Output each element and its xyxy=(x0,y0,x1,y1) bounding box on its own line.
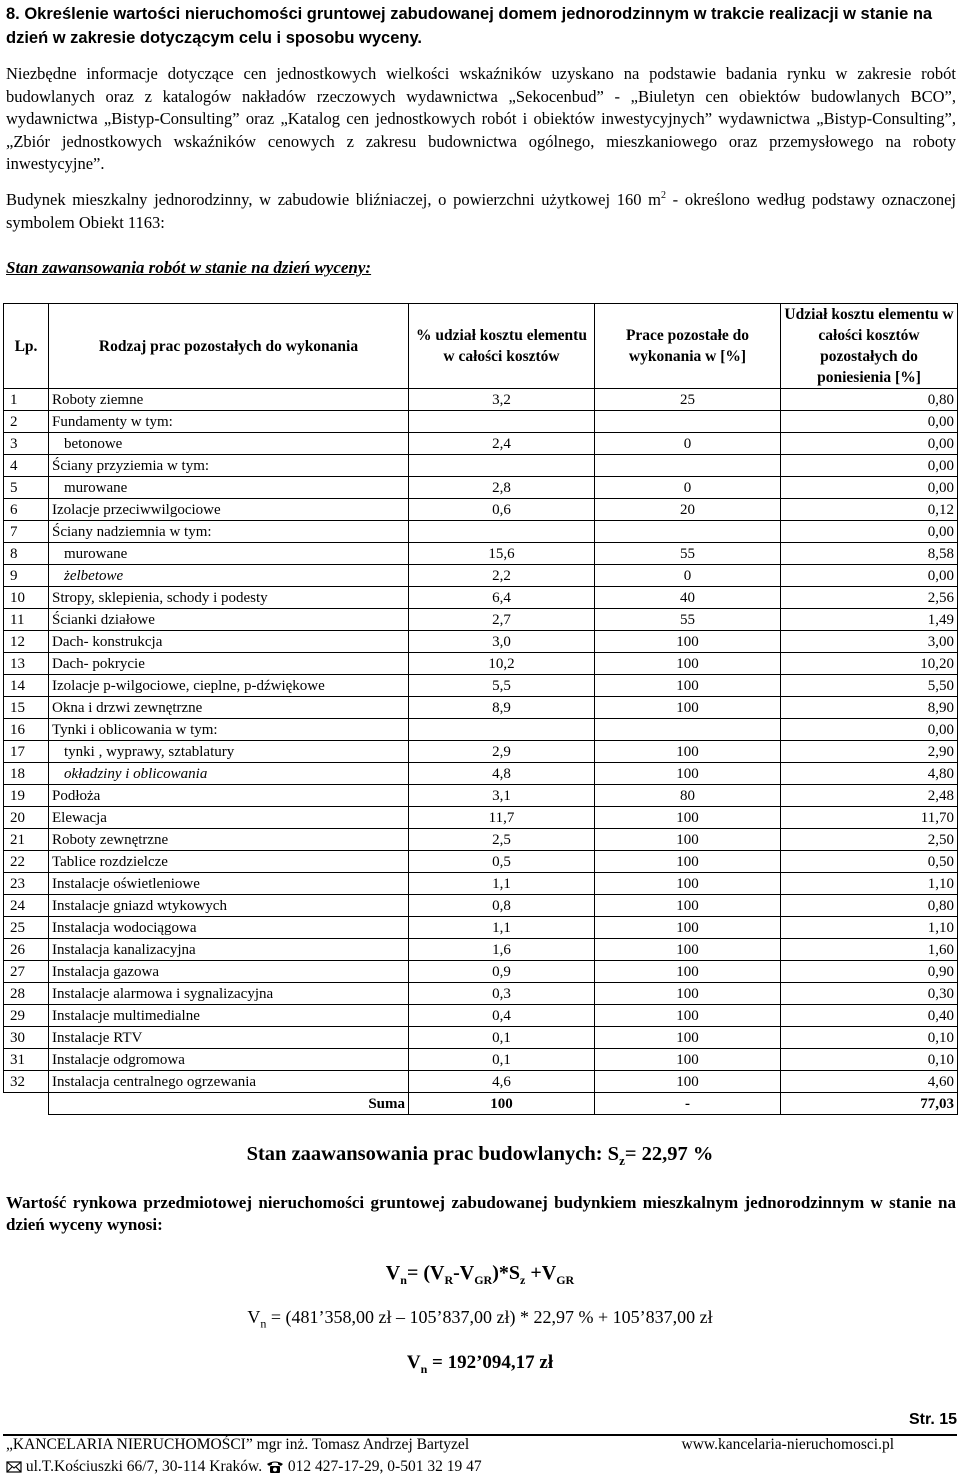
row-share: 0,3 xyxy=(409,983,595,1005)
row-name-text: Ściany przyziemia w tym: xyxy=(52,457,210,474)
row-name-text: Instalacje multimedialne xyxy=(52,1007,200,1024)
row-share: 5,5 xyxy=(409,675,595,697)
row-cost: 8,90 xyxy=(781,697,958,719)
row-share: 0,4 xyxy=(409,1005,595,1027)
row-name xyxy=(49,917,409,939)
table-row xyxy=(4,477,958,499)
stan-summary-text: Stan zaawansowania prac budowlanych: S xyxy=(246,1143,620,1165)
row-name xyxy=(49,785,409,807)
row-cost: 0,50 xyxy=(781,851,958,873)
footer-office-line xyxy=(6,1436,954,1454)
footer-phone: 012 427-17-29, 0-501 32 19 47 xyxy=(287,1458,482,1475)
row-name xyxy=(49,631,409,653)
row-lp: 10 xyxy=(4,587,49,609)
row-lp: 2 xyxy=(4,411,49,433)
row-name-text: okładziny i oblicowania xyxy=(64,765,208,782)
row-name xyxy=(49,719,409,741)
row-share: 2,7 xyxy=(409,609,595,631)
row-remaining: 0 xyxy=(595,433,781,455)
row-lp: 25 xyxy=(4,917,49,939)
row-share xyxy=(409,719,595,741)
footer-office: „KANCELARIA NIERUCHOMOŚCI” mgr inż. Tomasz Andrzej Bartyzel xyxy=(6,1436,470,1453)
row-name xyxy=(49,807,409,829)
row-name-text: Instalacje odgromowa xyxy=(52,1051,185,1068)
table-row xyxy=(4,895,958,917)
table-row xyxy=(4,719,958,741)
row-lp: 24 xyxy=(4,895,49,917)
row-share: 1,1 xyxy=(409,917,595,939)
stan-title: Stan zawansowania robót w stanie na dzień wyceny: xyxy=(6,258,372,277)
row-lp: 12 xyxy=(4,631,49,653)
row-cost: 0,12 xyxy=(781,499,958,521)
row-lp: 18 xyxy=(4,763,49,785)
row-name xyxy=(49,939,409,961)
row-name-text: Instalacja wodociągowa xyxy=(52,919,197,936)
row-lp: 29 xyxy=(4,1005,49,1027)
row-name-text: Stropy, sklepienia, schody i podesty xyxy=(52,589,268,606)
row-remaining: 100 xyxy=(595,653,781,675)
row-cost: 1,10 xyxy=(781,917,958,939)
row-name-text: tynki , wyprawy, sztablatury xyxy=(64,743,235,760)
row-name xyxy=(49,983,409,1005)
row-share: 6,4 xyxy=(409,587,595,609)
row-share: 4,6 xyxy=(409,1071,595,1093)
row-name-text: murowane xyxy=(64,545,128,562)
row-name xyxy=(49,1071,409,1093)
row-lp: 8 xyxy=(4,543,49,565)
sum-label: Suma xyxy=(49,1093,409,1115)
row-name-text: Izolacje przeciwwilgociowe xyxy=(52,501,221,518)
row-cost: 1,49 xyxy=(781,609,958,631)
table-row xyxy=(4,653,958,675)
row-share: 0,1 xyxy=(409,1049,595,1071)
row-lp: 21 xyxy=(4,829,49,851)
table-row xyxy=(4,697,958,719)
building-text-end: - określono według podstawy oznaczonej symbolem Obiekt 1163: xyxy=(6,190,956,232)
page-number: Str. 15 xyxy=(908,1411,957,1428)
phone-icon xyxy=(266,1460,284,1479)
row-name-text: Okna i drzwi zewnętrzne xyxy=(52,699,203,716)
row-lp: 30 xyxy=(4,1027,49,1049)
row-remaining xyxy=(595,521,781,543)
row-cost: 4,80 xyxy=(781,763,958,785)
works-table xyxy=(3,303,958,1115)
row-remaining: 20 xyxy=(595,499,781,521)
row-name-text: Ścianki działowe xyxy=(52,611,155,628)
row-remaining: 100 xyxy=(595,741,781,763)
row-cost: 4,60 xyxy=(781,1071,958,1093)
row-name xyxy=(49,543,409,565)
table-row xyxy=(4,807,958,829)
table-row xyxy=(4,763,958,785)
row-share: 0,1 xyxy=(409,1027,595,1049)
row-lp: 28 xyxy=(4,983,49,1005)
table-row xyxy=(4,521,958,543)
row-name-text: Instalacje alarmowa i sygnalizacyjna xyxy=(52,985,274,1002)
row-share: 1,6 xyxy=(409,939,595,961)
row-name xyxy=(49,1027,409,1049)
row-remaining: 100 xyxy=(595,939,781,961)
row-name xyxy=(49,675,409,697)
row-lp: 27 xyxy=(4,961,49,983)
row-remaining: 0 xyxy=(595,477,781,499)
row-share: 4,8 xyxy=(409,763,595,785)
section-heading: 8. Określenie wartości nieruchomości gruntowej zabudowanej domem jednorodzinnym w trakcie realizacji w stanie na dzień w zakresie dotyczącym celu i sposobu wyceny. xyxy=(6,5,933,47)
row-share: 1,1 xyxy=(409,873,595,895)
row-cost: 10,20 xyxy=(781,653,958,675)
table-row xyxy=(4,829,958,851)
row-cost: 0,10 xyxy=(781,1027,958,1049)
table-row xyxy=(4,543,958,565)
table-row xyxy=(4,983,958,1005)
row-lp: 26 xyxy=(4,939,49,961)
stan-summary-value: = 22,97 % xyxy=(624,1143,714,1165)
table-row xyxy=(4,1027,958,1049)
row-name-text: Roboty zewnętrzne xyxy=(52,831,169,848)
row-share: 0,6 xyxy=(409,499,595,521)
row-name-text: Tynki i oblicowania w tym: xyxy=(52,721,218,738)
row-cost: 0,10 xyxy=(781,1049,958,1071)
table-row xyxy=(4,675,958,697)
row-remaining xyxy=(595,411,781,433)
row-lp: 22 xyxy=(4,851,49,873)
row-name xyxy=(49,873,409,895)
row-share: 15,6 xyxy=(409,543,595,565)
row-remaining: 100 xyxy=(595,895,781,917)
header-prace: Prace pozostałe do wykonania w [%] xyxy=(595,304,781,389)
row-remaining: 25 xyxy=(595,389,781,411)
row-name-text: Tablice rozdzielcze xyxy=(52,853,168,870)
row-cost: 11,70 xyxy=(781,807,958,829)
table-row xyxy=(4,851,958,873)
row-remaining: 0 xyxy=(595,565,781,587)
row-remaining xyxy=(595,455,781,477)
building-paragraph xyxy=(6,189,956,234)
header-rodzaj: Rodzaj prac pozostałych do wykonania xyxy=(49,304,409,389)
row-name-text: Fundamenty w tym: xyxy=(52,413,173,430)
row-share: 3,0 xyxy=(409,631,595,653)
row-name xyxy=(49,477,409,499)
building-sup: 2 xyxy=(661,190,666,201)
row-cost: 0,00 xyxy=(781,477,958,499)
row-cost: 0,00 xyxy=(781,565,958,587)
row-lp: 6 xyxy=(4,499,49,521)
row-name xyxy=(49,389,409,411)
row-remaining: 100 xyxy=(595,1049,781,1071)
row-name xyxy=(49,587,409,609)
stan-summary xyxy=(0,1143,960,1169)
row-remaining: 100 xyxy=(595,697,781,719)
row-name xyxy=(49,741,409,763)
row-share xyxy=(409,411,595,433)
row-lp: 4 xyxy=(4,455,49,477)
row-cost: 0,30 xyxy=(781,983,958,1005)
table-row xyxy=(4,961,958,983)
row-cost: 1,60 xyxy=(781,939,958,961)
row-remaining: 100 xyxy=(595,851,781,873)
row-remaining: 40 xyxy=(595,587,781,609)
row-name xyxy=(49,1005,409,1027)
row-cost: 8,58 xyxy=(781,543,958,565)
row-lp: 31 xyxy=(4,1049,49,1071)
row-share: 3,1 xyxy=(409,785,595,807)
row-name-text: Instalacja centralnego ogrzewania xyxy=(52,1073,257,1090)
row-name-text: żelbetowe xyxy=(64,567,124,584)
table-row xyxy=(4,741,958,763)
row-share: 0,8 xyxy=(409,895,595,917)
row-name-text: Instalacje oświetleniowe xyxy=(52,875,200,892)
table-row xyxy=(4,631,958,653)
row-share xyxy=(409,455,595,477)
row-name xyxy=(49,455,409,477)
row-lp: 19 xyxy=(4,785,49,807)
row-cost: 0,80 xyxy=(781,895,958,917)
row-name xyxy=(49,851,409,873)
building-text: Budynek mieszkalny jednorodzinny, w zabudowie bliźniaczej, o powierzchni użytkowej 160 m xyxy=(6,190,661,209)
row-cost: 5,50 xyxy=(781,675,958,697)
table-row xyxy=(4,455,958,477)
row-remaining: 100 xyxy=(595,983,781,1005)
row-share: 0,5 xyxy=(409,851,595,873)
row-share: 2,8 xyxy=(409,477,595,499)
formula-substituted: $V_n$ = (481’358,00 zł – 105’837,00 zł) * 22,97 % + 105’837,00 zł xyxy=(247,1307,713,1331)
row-remaining: 100 xyxy=(595,807,781,829)
formula-result: $V_n$ = 192’094,17 zł xyxy=(406,1352,554,1376)
row-name-text: Instalacje gniazd wtykowych xyxy=(52,897,227,914)
header-lp: Lp. xyxy=(4,304,49,389)
table-row xyxy=(4,609,958,631)
table-row xyxy=(4,565,958,587)
row-lp: 14 xyxy=(4,675,49,697)
row-share: 2,5 xyxy=(409,829,595,851)
row-name xyxy=(49,521,409,543)
sum-row xyxy=(4,1093,958,1115)
row-name-text: betonowe xyxy=(64,435,123,452)
row-cost: 1,10 xyxy=(781,873,958,895)
row-share: 10,2 xyxy=(409,653,595,675)
row-lp: 9 xyxy=(4,565,49,587)
sum-cost: 77,03 xyxy=(781,1093,958,1115)
row-cost: 0,00 xyxy=(781,433,958,455)
table-row xyxy=(4,1005,958,1027)
row-name xyxy=(49,697,409,719)
table-row xyxy=(4,587,958,609)
row-cost: 2,50 xyxy=(781,829,958,851)
row-name-text: Elewacja xyxy=(52,809,107,826)
row-remaining: 80 xyxy=(595,785,781,807)
row-remaining: 55 xyxy=(595,609,781,631)
row-name xyxy=(49,609,409,631)
table-row xyxy=(4,1071,958,1093)
table-row xyxy=(4,389,958,411)
row-name-text: Izolacje p-wilgociowe, cieplne, p-dźwiękowe xyxy=(52,677,325,694)
row-share: 11,7 xyxy=(409,807,595,829)
row-share: 2,4 xyxy=(409,433,595,455)
row-lp: 20 xyxy=(4,807,49,829)
row-lp: 5 xyxy=(4,477,49,499)
footer-website[interactable]: www.kancelaria-nieruchomosci.pl xyxy=(681,1436,894,1453)
row-name xyxy=(49,433,409,455)
row-lp: 3 xyxy=(4,433,49,455)
row-remaining xyxy=(595,719,781,741)
table-row xyxy=(4,785,958,807)
row-cost: 0,00 xyxy=(781,455,958,477)
row-lp: 17 xyxy=(4,741,49,763)
row-name xyxy=(49,829,409,851)
row-name xyxy=(49,499,409,521)
header-koszt: Udział kosztu elementu w całości kosztów pozostałych do poniesienia [%] xyxy=(781,304,958,389)
row-name-text: Podłoża xyxy=(52,787,101,804)
table-row xyxy=(4,1049,958,1071)
row-name-text: Ściany nadziemnia w tym: xyxy=(52,523,212,540)
row-remaining: 100 xyxy=(595,829,781,851)
row-cost: 0,00 xyxy=(781,719,958,741)
table-header-row xyxy=(4,304,958,389)
row-cost: 0,90 xyxy=(781,961,958,983)
row-remaining: 100 xyxy=(595,763,781,785)
row-name-text: Instalacje RTV xyxy=(52,1029,143,1046)
row-cost: 0,40 xyxy=(781,1005,958,1027)
stan-summary-sub: z xyxy=(619,1153,625,1169)
footer-contact-line xyxy=(6,1458,954,1479)
table-row xyxy=(4,433,958,455)
table-row xyxy=(4,939,958,961)
row-lp: 32 xyxy=(4,1071,49,1093)
row-remaining: 100 xyxy=(595,1071,781,1093)
table-row xyxy=(4,499,958,521)
row-share: 2,2 xyxy=(409,565,595,587)
row-share xyxy=(409,521,595,543)
row-remaining: 100 xyxy=(595,1005,781,1027)
row-remaining: 100 xyxy=(595,631,781,653)
formula-general: $V_n= (V_R-V_{GR})*S_z +V_{GR}$ xyxy=(385,1262,575,1287)
row-lp: 23 xyxy=(4,873,49,895)
row-remaining: 100 xyxy=(595,675,781,697)
row-name xyxy=(49,1049,409,1071)
header-udzial: % udział kosztu elementu w całości kosztów xyxy=(409,304,595,389)
row-remaining: 100 xyxy=(595,1027,781,1049)
market-value-text: Wartość rynkowa przedmiotowej nieruchomości gruntowej zabudowanej budynkiem mieszkalnym jednorodzinnym w stanie na dzień wyceny wynosi: xyxy=(6,1193,956,1234)
row-cost: 0,00 xyxy=(781,521,958,543)
row-lp: 1 xyxy=(4,389,49,411)
envelope-icon xyxy=(6,1460,22,1479)
table-row xyxy=(4,873,958,895)
row-name-text: Instalacja gazowa xyxy=(52,963,160,980)
intro-paragraph: Niezbędne informacje dotyczące cen jednostkowych wielkości wskaźników uzyskano na podstawie badania rynku w zakresie robót budowlanych oraz z katalogów nakładów rzeczowych wydawnictwa „Sekocenbud” - „Biuletyn cen obiektów budowlanych BCO”, wydawnictwa „Bistyp-Consulting” oraz „Katalog cen jednostkowych robót i obiektów inwestycyjnych” wydawnictwa „Bistyp-Consulting”, „Zbiór jednostkowych wskaźników cenowych z zakresu budownictwa ogólnego, mieszkaniowego oraz przemysłowego na roboty inwestycyjne”. xyxy=(6,64,956,174)
row-share: 0,9 xyxy=(409,961,595,983)
row-name-text: Instalacja kanalizacyjna xyxy=(52,941,196,958)
row-name xyxy=(49,763,409,785)
row-lp: 11 xyxy=(4,609,49,631)
row-name-text: Roboty ziemne xyxy=(52,391,144,408)
row-remaining: 100 xyxy=(595,961,781,983)
row-name-text: murowane xyxy=(64,479,128,496)
row-share: 2,9 xyxy=(409,741,595,763)
row-name-text: Dach- pokrycie xyxy=(52,655,145,672)
row-share: 3,2 xyxy=(409,389,595,411)
row-cost: 2,48 xyxy=(781,785,958,807)
row-remaining: 100 xyxy=(595,917,781,939)
row-remaining: 100 xyxy=(595,873,781,895)
row-name xyxy=(49,895,409,917)
sum-remaining: - xyxy=(595,1093,781,1115)
table-row xyxy=(4,917,958,939)
row-name xyxy=(49,961,409,983)
row-name xyxy=(49,653,409,675)
sum-share: 100 xyxy=(409,1093,595,1115)
row-share: 8,9 xyxy=(409,697,595,719)
row-name xyxy=(49,411,409,433)
row-remaining: 55 xyxy=(595,543,781,565)
row-name xyxy=(49,565,409,587)
row-lp: 13 xyxy=(4,653,49,675)
row-cost: 0,00 xyxy=(781,411,958,433)
table-row xyxy=(4,411,958,433)
row-lp: 15 xyxy=(4,697,49,719)
row-lp: 16 xyxy=(4,719,49,741)
row-cost: 2,90 xyxy=(781,741,958,763)
row-name-text: Dach- konstrukcja xyxy=(52,633,163,650)
row-lp: 7 xyxy=(4,521,49,543)
footer-address: ul.T.Kościuszki 66/7, 30-114 Kraków. xyxy=(25,1458,263,1475)
row-cost: 3,00 xyxy=(781,631,958,653)
row-cost: 0,80 xyxy=(781,389,958,411)
row-cost: 2,56 xyxy=(781,587,958,609)
